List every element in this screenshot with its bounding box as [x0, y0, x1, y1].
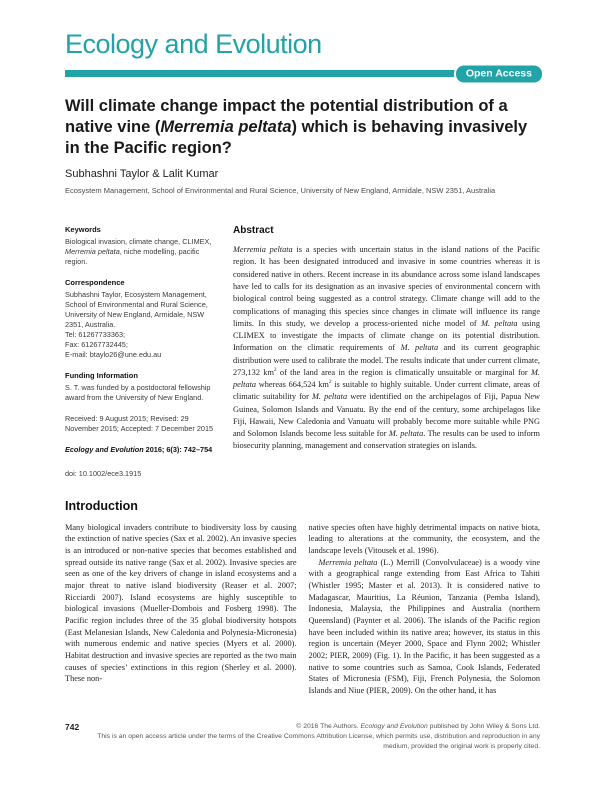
abstract-body: Merremia peltata is a species with uncertain status in the island nations of the Pacific region. It has been designated introduced and invasive in some countries whereas it is considered native in others. Recent increase in its abundance across some island landscapes have led to calls for its designation as an invasive species of environmental concern with biological control being suggested as a control strategy. Climate change will add to the complications of managing this species since changes in climate will influence its range limits. In this study, we develop a process-oriented niche model of M. peltata using CLIMEX to investigate the impacts of climate change on its potential distribution. Information on the climatic requirements of M. peltata and its current geographic distribution were used to calibrate the model. The results indicate that under current climate, 273,132 $km^2$ of the land area in the region is climatically unsuitable or marginal for M. peltata whereas 664,524 $km^2$ is suitable to highly suitable. Under current climate, areas of climatic suitability for M. peltata were identified on the archipelagos of Fiji, Papua New Guinea, Solomon Islands and Vanuatu. By the end of the century, some archipelagos like Fiji, Hawaii, New Caledonia and Vanuatu will probably become more suitable while PNG and Solomon Islands become less suitable for M. peltata. The results can be used to inform biosecurity planning, management and conservation strategies on islands.	[233, 245, 541, 451]
authors-line: Subhashni Taylor & Lalit Kumar	[65, 168, 219, 181]
page-number: 742	[65, 722, 80, 732]
intro-paragraph-1: Many biological invaders contribute to biodiversity loss by causing the extinction of native species (Sax et al. 2002). An invasive species is an introduced or non-native species that becomes established and spread outside its native range (Sax et al. 2002). Invasive species are seen as one of the key drivers of change in island ecosystems and a major threat to native island biodiversity (Reaser et al. 2007; Ricciardi 2007). Island ecosystems are highly susceptible to biological invasions (Mueller-Dombois and Fosberg 1998). The Pacific region includes three of the 35 global biodiversity hotspots (East Melanesian Islands, New Caledonia and Polynesia-Micronesia) with numerous endemic and native species (Myers et al. 2000). Habitat destruction and invasive species are reported as the two main causes of species’ extinctions in this region (Sherley et al. 2000). These non-	[65, 522, 297, 684]
correspondence-email: E-mail: btaylo26@une.edu.au	[65, 349, 162, 359]
abstract-heading: Abstract	[233, 225, 274, 237]
intro-paragraph-1-continued: native species often have highly detrimental impacts on native biota, leading to alterations at the community, the ecosystem, and the landscape levels (Vitousek et al. 1996).	[308, 522, 540, 555]
funding-heading: Funding Information	[65, 370, 138, 380]
correspondence-fax: Fax: 61267732445;	[65, 339, 128, 349]
doi-text: doi: 10.1002/ece3.1915	[65, 468, 142, 478]
keywords-heading: Keywords	[65, 225, 101, 235]
keywords-text: Biological invasion, climate change, CLIMEX, Merremia peltata, niche modelling, pacific region.	[65, 237, 212, 267]
keywords-block	[65, 225, 217, 267]
header-rule	[65, 65, 540, 83]
funding-text: S. T. was funded by a postdoctoral fellowship award from the University of New England.	[65, 382, 211, 402]
correspondence-address: Subhashni Taylor, Ecosystem Management, School of Environmental and Rural Science, University of New England, Armidale, NSW 2351, Australia.	[65, 290, 208, 330]
history-block	[65, 414, 217, 434]
open-access-badge: Open Access	[454, 64, 544, 85]
correspondence-heading: Correspondence	[65, 278, 125, 288]
copyright-line: © 2016 The Authors. Ecology and Evolution published by John Wiley & Sons Ltd.	[296, 723, 540, 730]
funding-block	[65, 371, 217, 403]
intro-column-left	[65, 522, 303, 697]
article-meta-grid	[65, 225, 540, 478]
license-text: This is an open access article under the terms of the Creative Commons Attribution License, which permits use, distribution and reproduction in any medium, provided the original work is properly cited.	[97, 733, 540, 751]
intro-column-right	[303, 522, 541, 697]
journal-logo: Ecology and Evolution	[65, 29, 322, 59]
correspondence-tel: Tel: 61267733363;	[65, 330, 126, 340]
introduction-heading: Introduction	[65, 498, 138, 513]
copyright-block	[80, 722, 540, 753]
citation-block	[65, 445, 217, 455]
meta-sidebar	[65, 225, 225, 478]
correspondence-block	[65, 278, 217, 360]
abstract-column	[225, 225, 540, 478]
affiliation-line: Ecosystem Management, School of Environmental and Rural Science, University of New England, Armidale, NSW 2351, Australia	[65, 186, 496, 196]
intro-paragraph-2: Merremia peltata (L.) Merrill (Convolvulaceae) is a woody vine with a geographical range extending from East Africa to Tahiti (Whistler 1995; Master et al. 2013). It is considered native to Madagascar, Mauritius, La Réunion, Tanzania (Pemba Island), Indonesia, Malaysia, the Philippines and Australia (northern Queensland) (Paynter et al. 2006). The islands of the Pacific region have been included within its native area; however, its status in this region is uncertain (Meyer 2000, Space and Flynn 2002; Whistler 2002; PIER, 2009) (Fig. 1). In the Pacific, it has been suggested as a native to some countries such as Samoa, Cook Islands, Federated States of Micronesia (FSM), Fiji, French Polynesia, the Solomon Islands and Niue (PIER, 2009). On the other hand, it has	[308, 557, 540, 696]
introduction-columns	[65, 522, 540, 697]
history-text: Received: 9 August 2015; Revised: 29 November 2015; Accepted: 7 December 2015	[65, 413, 214, 433]
citation-text: Ecology and Evolution 2016; 6(3): 742–754	[65, 444, 213, 454]
page-footer	[65, 722, 540, 753]
article-title: Will climate change impact the potential distribution of a native vine (Merremia peltata) which is behaving invasively in the Pacific region?	[65, 97, 528, 158]
